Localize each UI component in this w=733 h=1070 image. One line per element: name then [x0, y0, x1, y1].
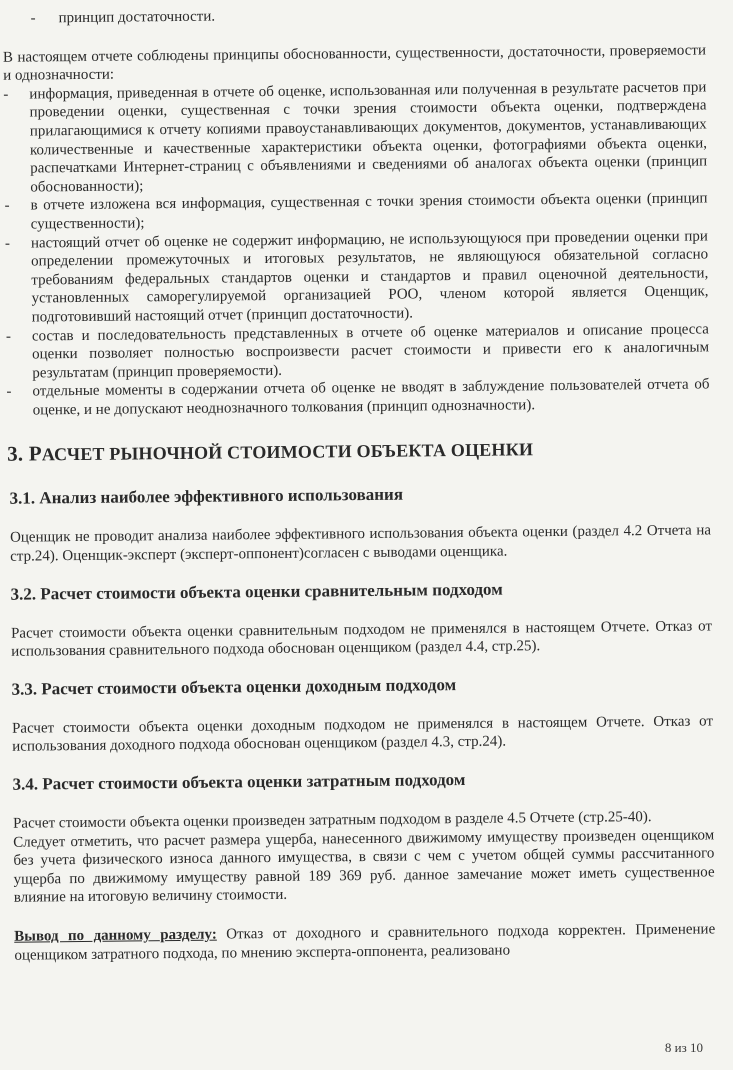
principle-text: состав и последовательность представленных в отчете об оценке материалов и описание процесса оценки позволяет полностью воспроизвести расчет стоимости и привести его к аналогичным результатам (принцип проверяемости). [31, 320, 710, 382]
conclusion-label: Вывод по данному разделу: [14, 926, 217, 945]
principles-intro: В настоящем отчете соблюдены принципы обоснованности, существенности, достаточности, проверяемости и однозначности: [2, 42, 707, 84]
principle-text: информация, приведенная в отчете об оценке, использованная или полученная в результате расчетов при проведении оценки, существенная с точки зрения стоимости объекта оценки, подтверждена прилагающимися к отчету копиями правоустанавливающих документов, документов, устанавливающих количественные и качественные характеристики объекта оценки, фотографиями объекта оценки, распечатками Интернет-страниц с объявлениями и сведениями об аналогах объекта оценки (принцип обоснованности); [29, 79, 708, 196]
principle-item: - отдельные моменты в содержании отчета об оценке не вводят в заблуждение пользователей отчета об оценке, и не допускают неоднозначного толкования (принцип однозначности). [6, 376, 710, 419]
bullet-dash: - [30, 10, 36, 27]
principle-text: в отчете изложена вся информация, существенная с точки зрения стоимости объекта оценки (принцип существенности); [30, 190, 708, 233]
intro-bullet [3, 2, 706, 28]
section-3-1-heading: 3.1. Анализ наиболее эффективного использования [9, 485, 404, 509]
section-3-4-heading: 3.4. Расчет стоимости объекта оценки затратным подходом [12, 770, 466, 794]
conclusion-text: Отказ от доходного и сравнительного подхода корректен. Применение оценщиком затратного подхода, по мнению эксперта-оппонента, реализовано [14, 921, 716, 964]
principles-list [3, 78, 709, 420]
section-3-2-text: Расчет стоимости объекта оценки сравнительным подходом не применялся в настоящем Отчете. Отказ от использования сравнительного подхода обоснован оценщиком (раздел 4.4, стр.25). [10, 618, 713, 660]
principle-text: отдельные моменты в содержании отчета об оценке не вводят в заблуждение пользователей отчета об оценке, и не допускают неоднозначного толкования (принцип однозначности). [32, 376, 710, 419]
section-3-2-heading: 3.2. Расчет стоимости объекта оценки сравнительным подходом [10, 579, 503, 604]
section-3-3-text: Расчет стоимости объекта оценки доходным подходом не применялся в настоящем Отчете. Отказ от использования доходного подхода обоснован оценщиком (раздел 4.3, стр.24). [11, 713, 714, 756]
intro-bullet-text: принцип достаточности. [58, 8, 216, 27]
section-3-3-heading: 3.3. Расчет стоимости объекта оценки доходным подходом [11, 674, 457, 699]
principle-text: настоящий отчет об оценке не содержит информацию, не использующуюся при проведении оценки при определении промежуточных и итоговых результатов, не являющуюся обязательной согласно требованиям федеральных стандартов оценки и стандартов и правил оценочной деятельности, установленных саморегулируемой организацией РОО, членом которой является Оценщик, подготовивший настоящий отчет (принцип достаточности). [30, 227, 709, 326]
section-3-heading: 3. РАСЧЕТ РЫНОЧНОЙ СТОИМОСТИ ОБЪЕКТА ОЦЕНКИ [7, 439, 534, 467]
principle-item: - настоящий отчет об оценке не содержит информацию, не использующуюся при проведении оценки при определении промежуточных и итоговых результатов, не являющуюся обязательной согласно требованиям федеральных стандартов оценки и стандартов и правил оценочной деятельности, установленных саморегулируемой организацией РОО, членом которой является Оценщик, подготовивший настоящий отчет (принцип достаточности). [4, 227, 709, 326]
principle-item: - информация, приведенная в отчете об оценке, использованная или полученная в результате расчетов при проведении оценки, существенная с точки зрения стоимости объекта оценки, подтверждена прилагающимися к отчету копиями правоустанавливающих документов, документов, устанавливающих количественные и качественные характеристики объекта оценки, фотографиями объекта оценки, распечатками Интернет-страниц с объявлениями и сведениями об аналогах объекта оценки (принцип обоснованности); [3, 79, 708, 196]
section-3-1-text: Оценщик не проводит анализа наиболее эффективного использования объекта оценки (раздел 4.2 Отчета на стр.24). Оценщик-эксперт (эксперт-оппонент)согласен с выводами оценщика. [9, 522, 712, 565]
section-3-4-conclusion [14, 920, 715, 965]
page-number: 8 из 10 [664, 1040, 703, 1055]
principle-item: - в отчете изложена вся информация, существенная с точки зрения стоимости объекта оценки (принцип существенности); [4, 190, 708, 233]
principle-item: - состав и последовательность представленных в отчете об оценке материалов и описание процесса оценки позволяет полностью воспроизвести расчет стоимости и привести его к аналогичным результатам (принцип проверяемости). [5, 320, 710, 382]
section-3-4-text-2: Следует отметить, что расчет размера ущерба, нанесенного движимому имуществу произведен оценщиком без учета физического износа данного имущества, в связи с чем с учетом общей суммы рассчитанного ущерба по движимому имуществу равной 189 369 руб. данное замечание может иметь существенное влияние на итоговую величину стоимости. [13, 827, 715, 907]
section-3-4-text-1: Расчет стоимости объекта оценки произведен затратным подходом в разделе 4.5 Отчете (стр.25-40). [12, 809, 652, 832]
